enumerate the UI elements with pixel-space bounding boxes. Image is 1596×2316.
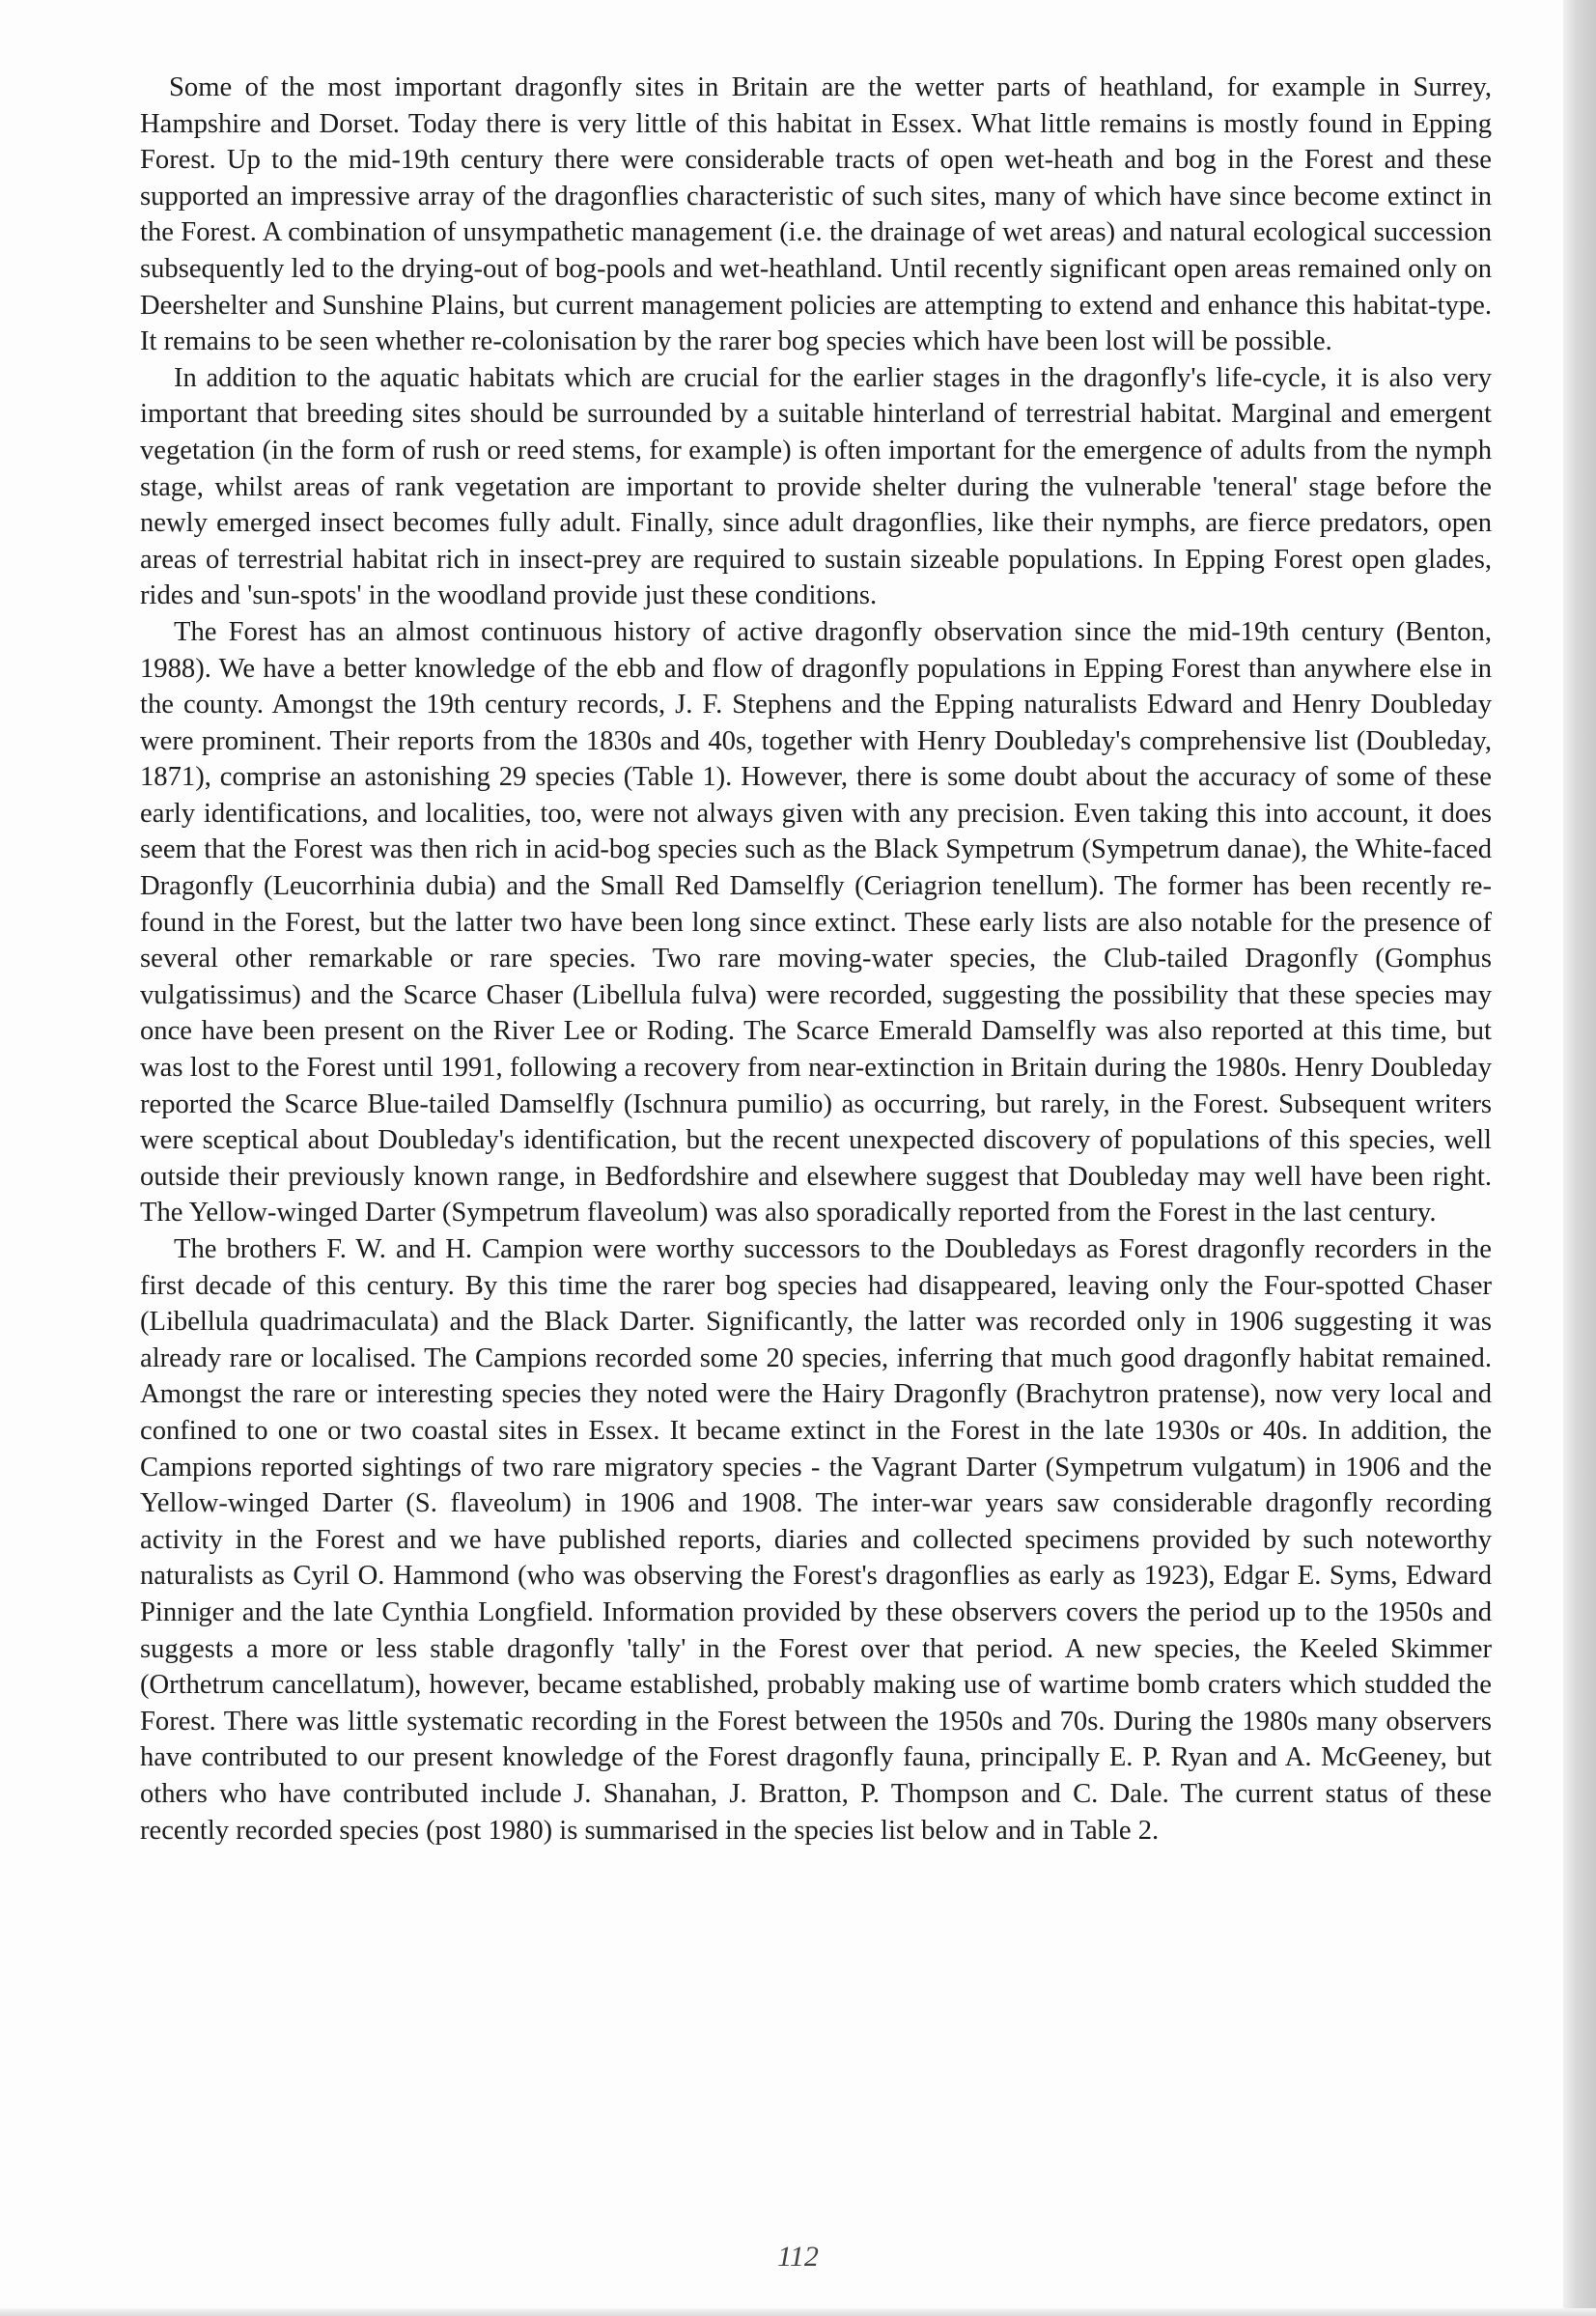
paragraph-heathland: Some of the most important dragonfly sites in Britain are the wetter parts of heathland, for example in Surrey, Hampshire and Dorset. Today there is very little of this habitat in Essex. What little remains is mostly found in Epping Forest. Up to the mid-19th century there were considerable tracts of open wet-heath and bog in the Forest and these supported an impressive array of the dragonflies characteristic of such sites, many of which have since become extinct in the Forest. A combination of unsympathetic management (i.e. the drainage of wet areas) and natural ecological succession subsequently led to the drying-out of bog-pools and wet-heathland. Until recently significant open areas remained only on Deershelter and Sunshine Plains, but current management policies are attempting to extend and enhance this habitat-type. It remains to be seen whether re-colonisation by the rarer bog species which have been lost will be possible.	[140, 72, 1492, 357]
paragraph-campions: The brothers F. W. and H. Campion were worthy successors to the Doubledays as Forest dragonfly recorders in the first decade of this century. By this time the rarer bog species had disappeared, leaving only the Four-spotted Chaser (Libellula quadrimaculata) and the Black Darter. Significantly, the latter was recorded only in 1906 suggesting it was already rare or localised. The Campions recorded some 20 species, inferring that much good dragonfly habitat remained. Amongst the rare or interesting species they noted were the Hairy Dragonfly (Brachytron pratense), now very local and confined to one or two coastal sites in Essex. It became extinct in the Forest in the late 1930s or 40s. In addition, the Campions reported sightings of two rare migratory species - the Vagrant Darter (Sympetrum vulgatum) in 1906 and the Yellow-winged Darter (S. flaveolum) in 1906 and 1908. The inter-war years saw considerable dragonfly recording activity in the Forest and we have published reports, diaries and collected specimens provided by such noteworthy naturalists as Cyril O. Hammond (who was observing the Forest's dragonflies as early as 1923), Edgar E. Syms, Edward Pinniger and the late Cynthia Longfield. Information provided by these observers covers the period up to the 1950s and suggests a more or less stable dragonfly 'tally' in the Forest over that period. A new species, the Keeled Skimmer (Orthetrum cancellatum), however, became established, probably making use of wartime bomb craters which studded the Forest. There was little systematic recording in the Forest between the 1950s and 70s. During the 1980s many observers have contributed to our present knowledge of the Forest dragonfly fauna, principally E. P. Ryan and A. McGeeney, but others who have contributed include J. Shanahan, J. Bratton, P. Thompson and C. Dale. The current status of these recently recorded species (post 1980) is summarised in the species list below and in Table 2.	[140, 1234, 1492, 1846]
page-number: 112	[777, 2241, 819, 2273]
page-bottom-edge	[0, 2308, 1596, 2316]
page-edge-shadow	[1563, 0, 1596, 2316]
paragraph-habitat: In addition to the aquatic habitats which are crucial for the earlier stages in the dragonfly's life-cycle, it is also very important that breeding sites should be surrounded by a suitable hinterland of terrestrial habitat. Marginal and emergent vegetation (in the form of rush or reed stems, for example) is often important for the emergence of adults from the nymph stage, whilst areas of rank vegetation are important to provide shelter during the vulnerable 'teneral' stage before the newly emerged insect becomes fully adult. Finally, since adult dragonflies, like their nymphs, are fierce predators, open areas of terrestrial habitat rich in insect-prey are required to sustain sizeable populations. In Epping Forest open glades, rides and 'sun-spots' in the woodland provide just these conditions.	[140, 362, 1492, 611]
paragraph-history: The Forest has an almost continuous history of active dragonfly observation since the mid-19th century (Benton, 1988). We have a better knowledge of the ebb and flow of dragonfly populations in Epping Forest than anywhere else in the county. Amongst the 19th century records, J. F. Stephens and the Epping naturalists Edward and Henry Doubleday were prominent. Their reports from the 1830s and 40s, together with Henry Doubleday's comprehensive list (Doubleday, 1871), comprise an astonishing 29 species (Table 1). However, there is some doubt about the accuracy of some of these early identifications, and localities, too, were not always given with any precision. Even taking this into account, it does seem that the Forest was then rich in acid-bog species such as the Black Sympetrum (Sympetrum danae), the White-faced Dragonfly (Leucorrhinia dubia) and the Small Red Damselfly (Ceriagrion tenellum). The former has been recently re-found in the Forest, but the latter two have been long since extinct. These early lists are also notable for the presence of several other remarkable or rare species. Two rare moving-water species, the Club-tailed Dragonfly (Gomphus vulgatissimus) and the Scarce Chaser (Libellula fulva) were recorded, suggesting the possibility that these species may once have been present on the River Lee or Roding. The Scarce Emerald Damselfly was also reported at this time, but was lost to the Forest until 1991, following a recovery from near-extinction in Britain during the 1980s. Henry Doubleday reported the Scarce Blue-tailed Damselfly (Ischnura pumilio) as occurring, but rarely, in the Forest. Subsequent writers were sceptical about Doubleday's identification, but the recent unexpected discovery of populations of this species, well outside their previously known range, in Bedfordshire and elsewhere suggest that Doubleday may well have been right. The Yellow-winged Darter (Sympetrum flaveolum) was also sporadically reported from the Forest in the last century.	[140, 616, 1492, 1229]
body-text	[140, 70, 1492, 1849]
